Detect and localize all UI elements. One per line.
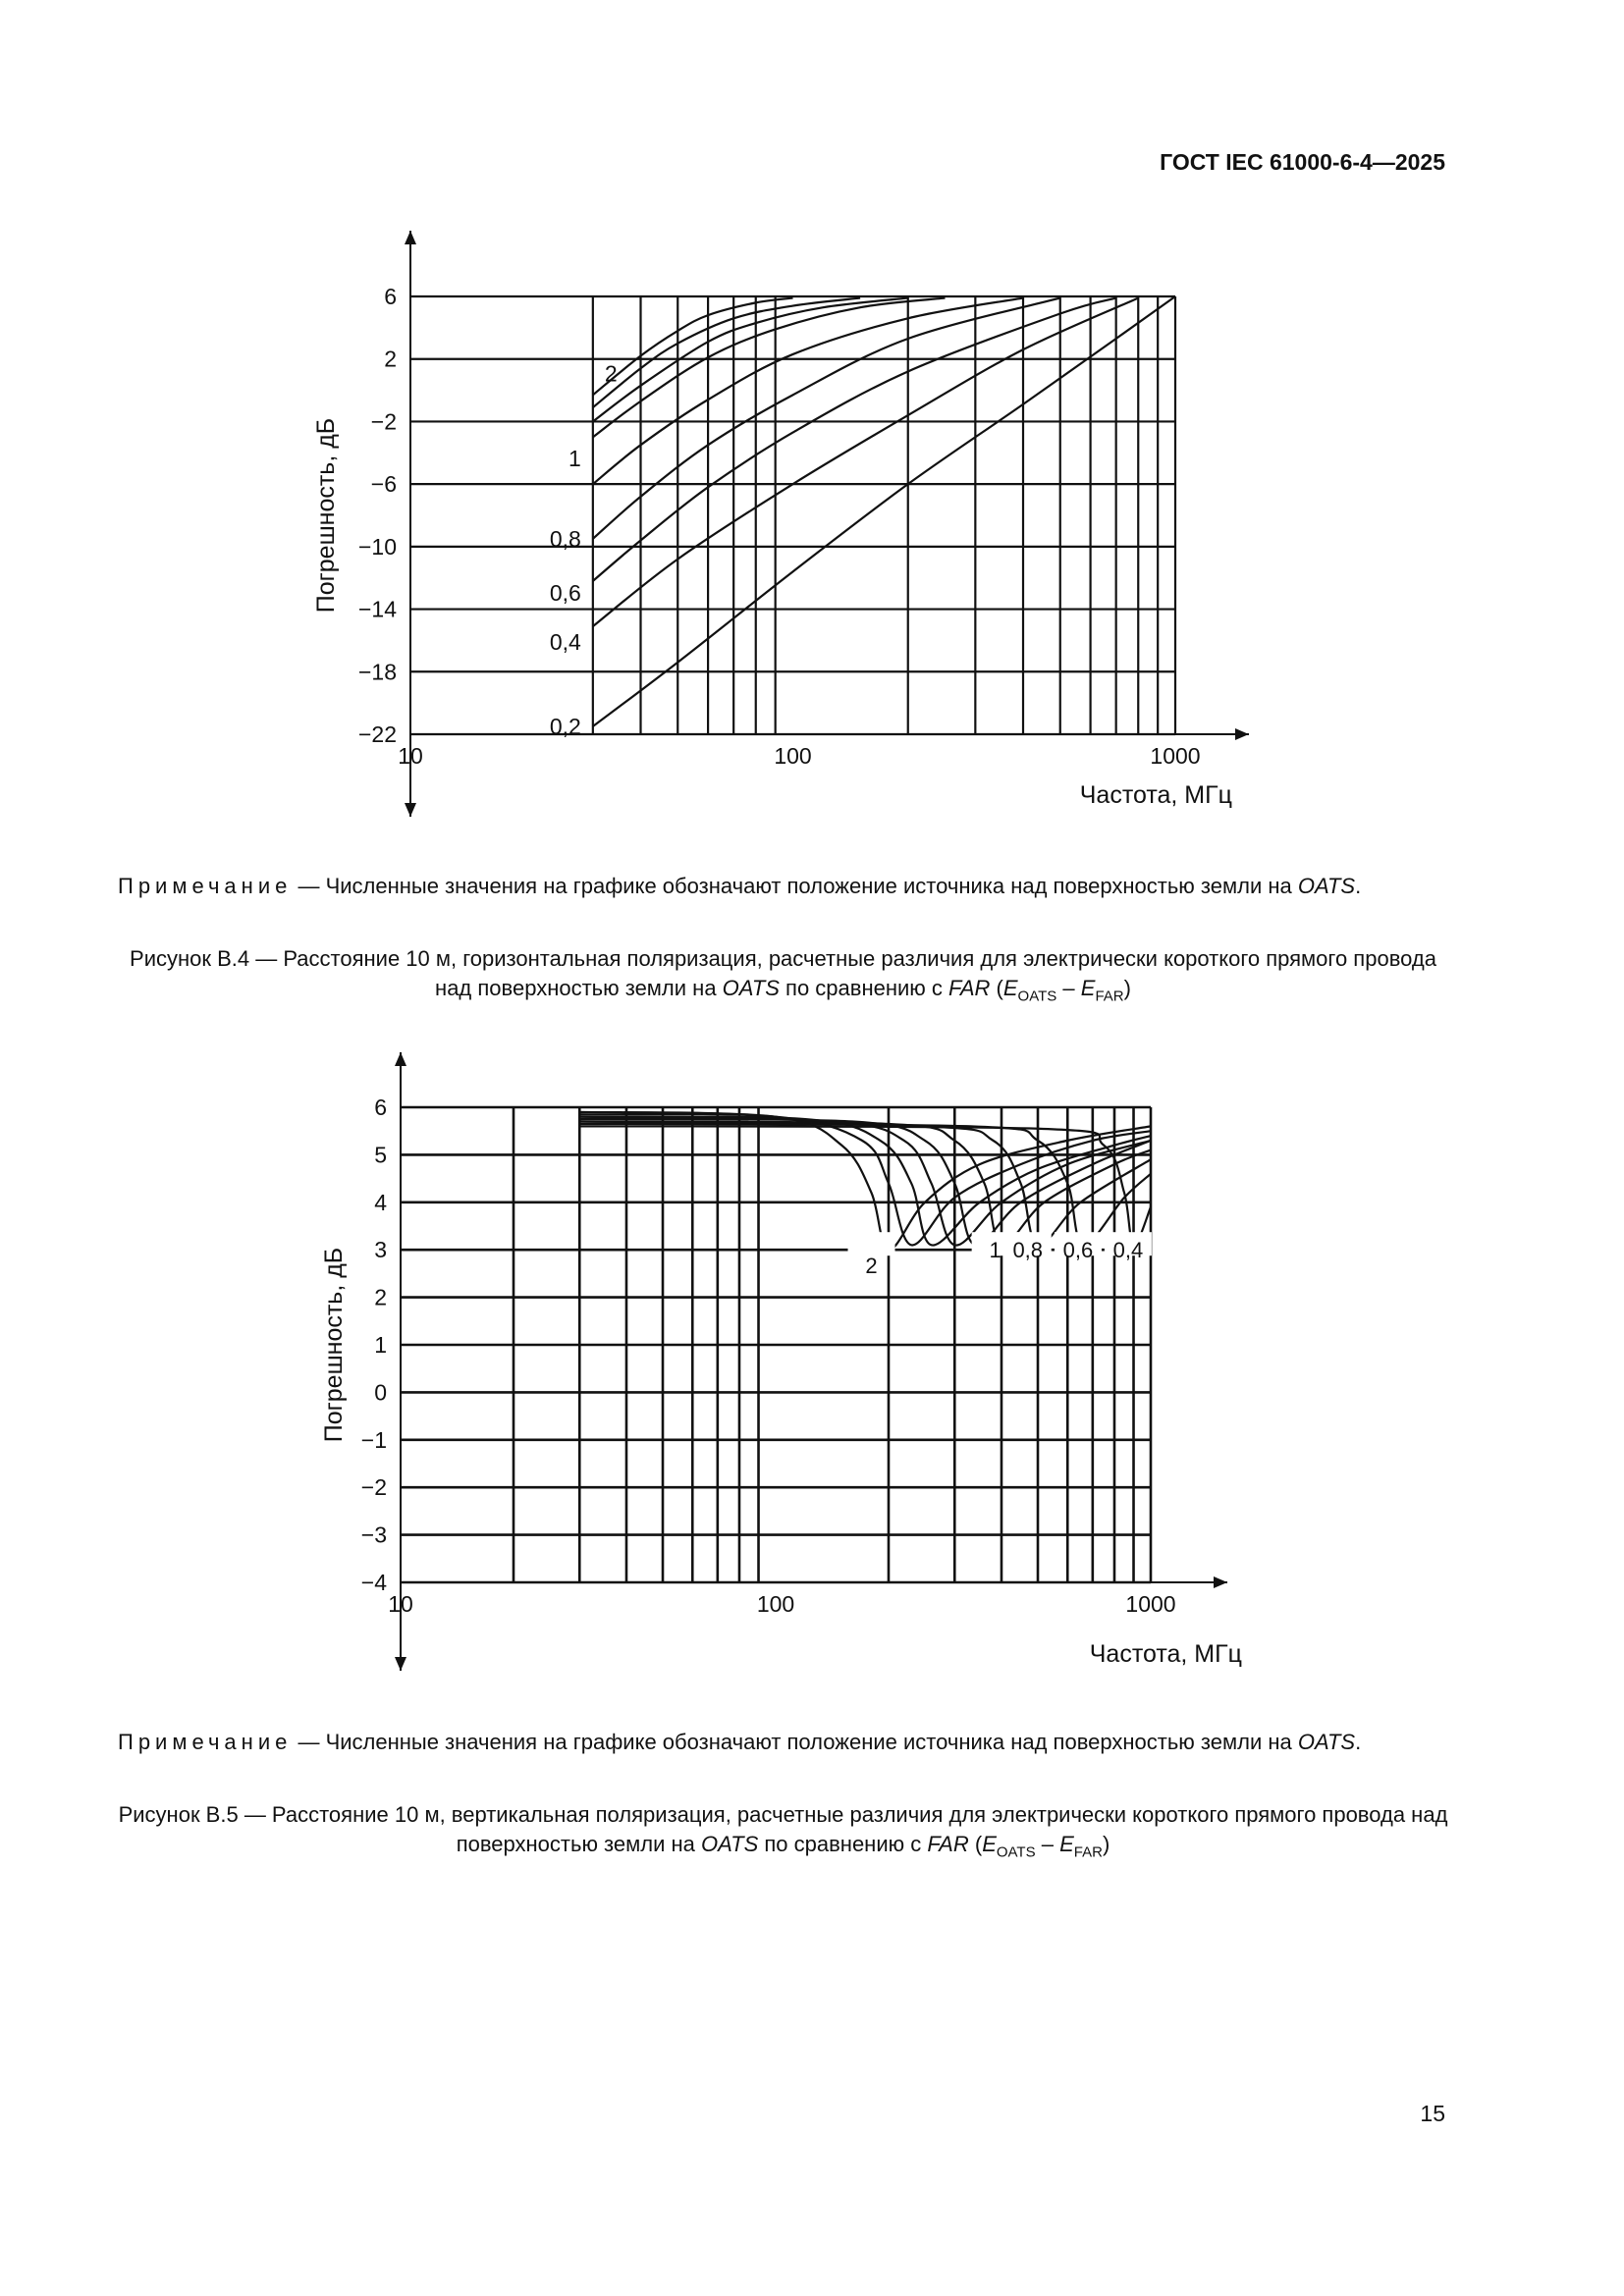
page-number: 15 bbox=[1420, 2101, 1445, 2126]
caption-mid: по сравнению с bbox=[758, 1832, 928, 1856]
x-tick-label: 100 bbox=[774, 743, 812, 769]
curve-label: 0,8 bbox=[1012, 1238, 1044, 1263]
y-tick-label: 2 bbox=[384, 346, 397, 372]
caption-minus: – bbox=[1056, 976, 1081, 1000]
x-tick-label: 10 bbox=[388, 1591, 413, 1617]
figure-b4-note bbox=[118, 872, 1448, 901]
series-line bbox=[593, 298, 1060, 539]
y-tick-label: 6 bbox=[384, 284, 397, 309]
series-line bbox=[593, 298, 1023, 485]
curve-label: 2 bbox=[604, 360, 618, 387]
note-text: — Численные значения на графике обозначают положение источника над поверхностью земли на bbox=[292, 1730, 1298, 1754]
caption-sub2: FAR bbox=[1095, 988, 1124, 1005]
caption-text: Рисунок В.4 — Расстояние 10 м, горизонтальная поляризация, расчетные различия для электрически короткого прямого провода над поверхностью земли на bbox=[130, 946, 1436, 1000]
curve-label: 1 bbox=[989, 1238, 1001, 1263]
y-tick-label: 0 bbox=[374, 1379, 387, 1406]
x-tick-label: 1000 bbox=[1125, 1591, 1176, 1617]
series-line bbox=[593, 298, 1116, 581]
y-axis-title: Погрешность, дБ bbox=[320, 1247, 348, 1443]
y-axis-title: Погрешность, дБ bbox=[312, 417, 340, 614]
y-tick-label: −6 bbox=[370, 471, 397, 498]
caption-text: Рисунок В.5 — Расстояние 10 м, вертикальная поляризация, расчетные различия для электрически короткого прямого провода над поверхностью земли на bbox=[118, 1802, 1448, 1856]
note-label: Примечание bbox=[118, 1730, 293, 1754]
x-tick-label: 10 bbox=[398, 743, 423, 769]
y-tick-label: −22 bbox=[357, 721, 397, 747]
y-axis-down-arrow bbox=[395, 1657, 406, 1671]
figure-b5-chart bbox=[0, 1036, 1624, 1703]
caption-far: FAR bbox=[927, 1832, 969, 1856]
caption-e2: E bbox=[1059, 1832, 1074, 1856]
curve-label: 0,4 bbox=[1112, 1238, 1144, 1263]
y-tick-label: −14 bbox=[357, 596, 397, 622]
y-axis-down-arrow bbox=[405, 803, 416, 817]
x-axis-arrow bbox=[1214, 1576, 1227, 1588]
document-header: ГОСТ IEC 61000-6-4—2025 bbox=[1160, 149, 1445, 175]
y-tick-label: 1 bbox=[374, 1332, 387, 1358]
series-line bbox=[593, 296, 1175, 726]
caption-e2: E bbox=[1080, 976, 1096, 1000]
series-line bbox=[579, 1126, 1151, 1245]
series-line bbox=[593, 298, 793, 396]
note-term: OATS bbox=[1297, 1730, 1356, 1754]
x-axis-title: Частота, МГц bbox=[1079, 781, 1232, 809]
y-tick-label: −2 bbox=[370, 408, 397, 435]
caption-close: ) bbox=[1123, 976, 1131, 1000]
y-axis-arrow bbox=[405, 231, 416, 244]
series-line bbox=[579, 1119, 1151, 1246]
curve-label-bg bbox=[848, 1232, 895, 1255]
y-tick-label: −4 bbox=[360, 1570, 387, 1595]
y-tick-label: −1 bbox=[360, 1426, 387, 1453]
note-end: . bbox=[1355, 874, 1362, 898]
y-tick-label: 4 bbox=[374, 1189, 387, 1215]
note-end: . bbox=[1355, 1730, 1362, 1754]
series-line bbox=[593, 298, 1138, 626]
x-axis-arrow bbox=[1235, 728, 1249, 740]
x-axis-title: Частота, МГц bbox=[1089, 1640, 1242, 1668]
y-tick-label: 2 bbox=[374, 1284, 387, 1310]
caption-oats: OATS bbox=[701, 1832, 759, 1856]
caption-sub1: OATS bbox=[1017, 988, 1057, 1005]
caption-open: ( bbox=[968, 1832, 983, 1856]
x-tick-label: 1000 bbox=[1150, 743, 1201, 769]
curve-label: 0,6 bbox=[1062, 1238, 1094, 1263]
y-tick-label: 5 bbox=[374, 1142, 387, 1168]
note-label: Примечание bbox=[118, 874, 293, 898]
figure-b5-note bbox=[118, 1728, 1448, 1757]
caption-mid: по сравнению с bbox=[779, 976, 949, 1000]
curve-label: 2 bbox=[865, 1254, 878, 1279]
curve-label: 0,2 bbox=[549, 714, 581, 740]
caption-close: ) bbox=[1102, 1832, 1110, 1856]
curve-label: 0,6 bbox=[549, 579, 581, 606]
caption-oats: OATS bbox=[722, 976, 780, 1000]
y-tick-label: −10 bbox=[357, 533, 397, 560]
caption-sub1: OATS bbox=[996, 1843, 1036, 1861]
caption-sub2: FAR bbox=[1073, 1843, 1103, 1861]
curve-label: 0,4 bbox=[549, 629, 581, 656]
caption-far: FAR bbox=[948, 976, 991, 1000]
y-tick-label: −2 bbox=[360, 1474, 387, 1501]
note-term: OATS bbox=[1297, 874, 1356, 898]
caption-e1: E bbox=[1002, 976, 1018, 1000]
figure-b5-caption bbox=[118, 1800, 1448, 1867]
curve-label: 0,8 bbox=[549, 525, 581, 552]
y-tick-label: 3 bbox=[374, 1237, 387, 1263]
y-tick-label: −3 bbox=[360, 1522, 387, 1548]
figure-b4-chart bbox=[0, 216, 1624, 844]
note-text: — Численные значения на графике обозначают положение источника над поверхностью земли на bbox=[292, 874, 1298, 898]
y-axis-arrow bbox=[395, 1052, 406, 1066]
x-tick-label: 100 bbox=[756, 1591, 795, 1617]
curve-label: 1 bbox=[568, 446, 581, 472]
caption-open: ( bbox=[990, 976, 1003, 1000]
y-tick-label: −18 bbox=[357, 659, 397, 685]
figure-b4-caption bbox=[118, 944, 1448, 1011]
caption-e1: E bbox=[982, 1832, 997, 1856]
y-tick-label: 6 bbox=[374, 1095, 387, 1120]
caption-minus: – bbox=[1035, 1832, 1060, 1856]
